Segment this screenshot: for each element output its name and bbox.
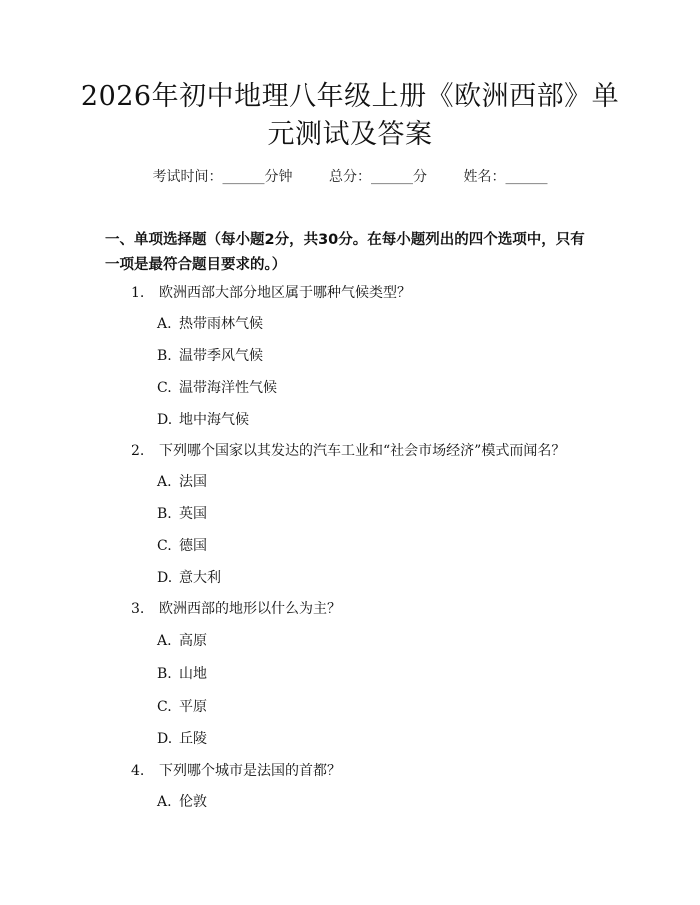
option-label: D. bbox=[157, 412, 173, 428]
option-label: C. bbox=[157, 380, 172, 396]
question-text: 欧洲西部的地形以什么为主？ bbox=[159, 601, 341, 617]
q2-option-c bbox=[157, 536, 207, 556]
option-text: 平原 bbox=[179, 699, 207, 715]
document-title: 2026年初中地理八年级上册《欧洲西部》单元测试及答案 bbox=[80, 81, 620, 150]
q2-option-a bbox=[157, 472, 207, 492]
question-number: 4. bbox=[131, 763, 145, 779]
option-label: A. bbox=[157, 633, 172, 649]
exam-meta bbox=[0, 166, 700, 186]
option-label: B. bbox=[157, 666, 172, 682]
question-number: 2. bbox=[131, 443, 145, 459]
option-label: A. bbox=[157, 474, 172, 490]
q1-option-d bbox=[157, 410, 249, 430]
option-text: 英国 bbox=[179, 506, 207, 522]
q2-option-d bbox=[157, 568, 221, 588]
q3-option-d bbox=[157, 729, 207, 749]
q3-option-a bbox=[157, 631, 207, 651]
question-2 bbox=[131, 441, 565, 461]
option-text: 温带季风气候 bbox=[179, 348, 263, 364]
option-text: 山地 bbox=[179, 666, 207, 682]
question-4 bbox=[131, 761, 341, 781]
option-label: D. bbox=[157, 570, 173, 586]
q4-option-a bbox=[157, 792, 207, 812]
q3-option-b bbox=[157, 664, 207, 684]
option-label: C. bbox=[157, 699, 172, 715]
question-1 bbox=[131, 283, 411, 303]
option-text: 德国 bbox=[179, 538, 207, 554]
q3-option-c bbox=[157, 697, 207, 717]
q1-option-b bbox=[157, 346, 263, 366]
option-text: 伦敦 bbox=[179, 794, 207, 810]
option-label: A. bbox=[157, 316, 172, 332]
option-label: A. bbox=[157, 794, 172, 810]
question-text: 欧洲西部大部分地区属于哪种气候类型？ bbox=[159, 285, 411, 301]
option-text: 意大利 bbox=[179, 570, 221, 586]
question-text: 下列哪个国家以其发达的汽车工业和“社会市场经济”模式而闻名？ bbox=[159, 443, 566, 459]
option-label: B. bbox=[157, 348, 172, 364]
q1-option-a bbox=[157, 314, 263, 334]
exam-time: 考试时间：______分钟 bbox=[152, 169, 293, 185]
option-text: 高原 bbox=[179, 633, 207, 649]
option-label: B. bbox=[157, 506, 172, 522]
section-heading: 一、单项选择题（每小题2分，共30分。在每小题列出的四个选项中，只有一项是最符合题目要求的。） bbox=[105, 232, 585, 273]
question-text: 下列哪个城市是法国的首都？ bbox=[159, 763, 341, 779]
q2-option-b bbox=[157, 504, 207, 524]
option-text: 温带海洋性气候 bbox=[179, 380, 277, 396]
option-label: D. bbox=[157, 731, 173, 747]
question-number: 1. bbox=[131, 285, 145, 301]
question-number: 3. bbox=[131, 601, 145, 617]
option-text: 热带雨林气候 bbox=[179, 316, 263, 332]
student-name: 姓名：______ bbox=[463, 169, 548, 185]
option-label: C. bbox=[157, 538, 172, 554]
question-3 bbox=[131, 599, 341, 619]
option-text: 法国 bbox=[179, 474, 207, 490]
option-text: 地中海气候 bbox=[179, 412, 249, 428]
q1-option-c bbox=[157, 378, 277, 398]
option-text: 丘陵 bbox=[179, 731, 207, 747]
total-score: 总分：______分 bbox=[329, 169, 427, 185]
